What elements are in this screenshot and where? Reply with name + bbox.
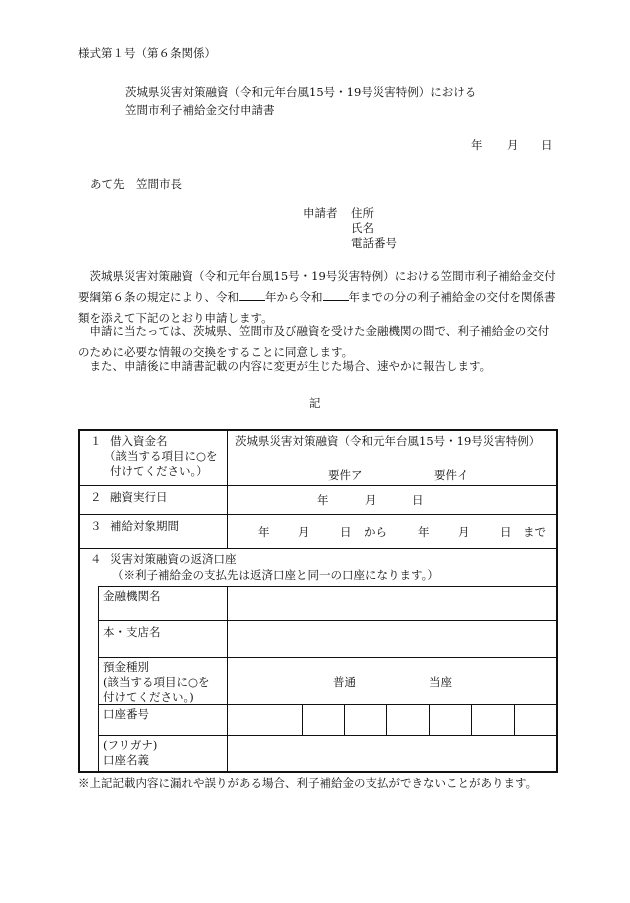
account-type-current[interactable]: 当座 [429,675,452,689]
form-number: 様式第１号（第６条関係） [78,46,216,60]
ki-heading: 記 [309,396,321,410]
loan-date-month[interactable]: 月 [365,493,377,507]
row1-value: 茨城県災害対策融資（令和元年台風15号・19号災害特例） [235,434,541,448]
title-line-2: 笠間市利子補給金交付申請書 [125,103,275,117]
blank-year-to [323,289,349,301]
col-divider-top [227,430,228,548]
col-indent [98,586,99,772]
account-number-label: 口座番号 [103,707,149,721]
row2-label: 融資実行日 [110,490,168,504]
rule-r2 [78,514,558,515]
period-start-year[interactable]: 年 [258,525,270,539]
applicant-label: 申請者 [303,206,338,220]
period-start-day[interactable]: 日 [340,525,352,539]
table-right-border [556,429,558,773]
account-type-label: 預金種別 [103,660,149,674]
addressee: あて先 笠間市長 [90,177,182,191]
account-holder-field[interactable] [228,736,556,771]
applicant-phone: 電話番号 [351,236,397,250]
row1-number: １ [90,434,102,448]
body-paragraph-3: また、申請後に申請書記載の内容に変更が生じた場合、速やかに報告します。 [89,359,492,373]
row3-label: 補給対象期間 [110,519,179,533]
loan-date-year[interactable]: 年 [317,493,329,507]
row2-number: ２ [90,490,102,504]
branch-name-label: 本・支店名 [103,625,161,639]
period-end-year[interactable]: 年 [418,525,430,539]
body-paragraph-1: 茨城県災害対策融資（令和元年台風15号・19号災害特例）における笠間市利子補給金交付要綱第６条の規定により、令和 年から令和 年までの分の利子補給金の交付を関係書類を添えて下記のとおり申請します。 [78,269,556,325]
account-number-field[interactable] [228,705,556,735]
date-day: 日 [541,138,553,152]
period-start-month[interactable]: 月 [298,525,310,539]
period-end-month[interactable]: 月 [458,525,470,539]
applicant-address: 住所 [351,206,374,220]
branch-name-field[interactable] [228,621,556,657]
table-left-border [78,429,80,773]
table-bottom-border [78,771,558,773]
applicant-name: 氏名 [351,221,374,235]
row4-label: 災害対策融資の返済口座 [110,552,237,566]
account-type-ordinary[interactable]: 普通 [333,675,356,689]
row3-number: ３ [90,519,102,533]
date-year: 年 [471,138,483,152]
rule-r3 [78,548,558,549]
rule-r1 [78,485,558,486]
loan-date-day[interactable]: 日 [412,493,424,507]
table-top-border [78,429,558,431]
bank-name-field[interactable] [228,587,556,620]
account-type-note-2: 付けてください。) [103,690,194,704]
row4-note: （※利子補給金の支払先は返済口座と同一の口座になります。） [112,568,439,582]
footnote: ※上記記載内容に漏れや誤りがある場合、利子補給金の支払ができないことがあります。 [78,776,538,790]
bank-name-label: 金融機関名 [103,589,161,603]
account-type-note-1: (該当する項目に○を [103,675,210,689]
blank-year-from [239,289,265,301]
row1-note-1: （該当する項目に○を [104,449,218,463]
row1-note-2: 付けてください。） [110,464,208,478]
requirement-b[interactable]: 要件イ [434,468,469,482]
body-paragraph-2: 申請に当たっては、茨城県、笠間市及び融資を受けた金融機関の間で、利子補給金の交付のために必要な情報の交換をすることに同意します。 [78,324,550,359]
date-month: 月 [507,138,519,152]
rule-branch [98,657,558,658]
account-holder-label: 口座名義 [103,753,149,767]
row4-number: ４ [90,552,102,566]
kana-label: (フリガナ) [103,738,158,752]
period-from: から [364,525,387,539]
title-line-1: 茨城県災害対策融資（令和元年台風15号・19号災害特例）における [125,85,477,99]
period-end-day[interactable]: 日 [500,525,512,539]
row1-label: 借入資金名 [110,434,168,448]
period-to: まで [523,525,546,539]
requirement-a[interactable]: 要件ア [328,468,363,482]
